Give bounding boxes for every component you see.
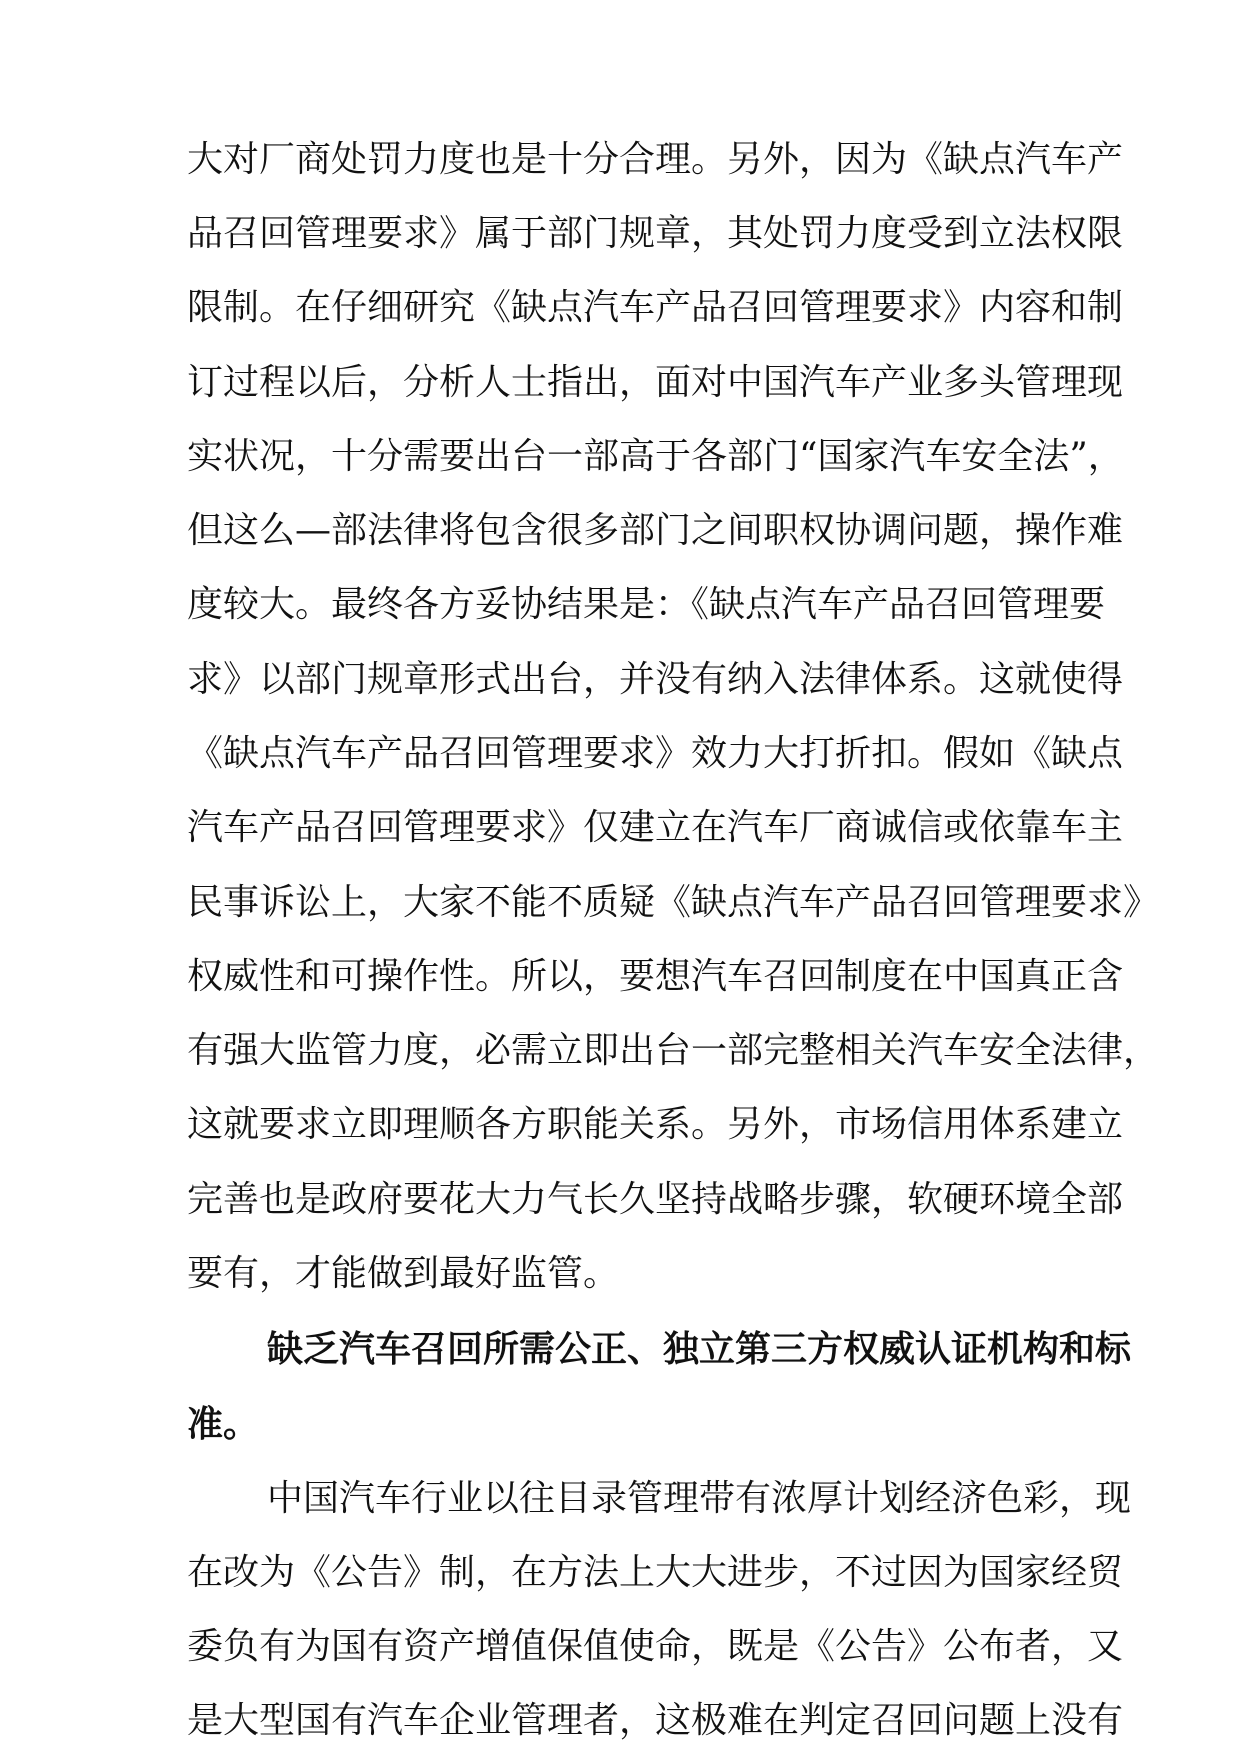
text-line: 在改为《公告》制，在方法上大大进步，不过因为国家经贸 [187, 1552, 1124, 1593]
text-line: 汽车产品召回管理要求》仅建立在汽车厂商诚信或依靠车主 [187, 807, 1124, 848]
text-line: 但这么—部法律将包含很多部门之间职权协调问题，操作难 [187, 510, 1124, 551]
text-line: 这就要求立即理顺各方职能关系。另外，市场信用体系建立 [187, 1104, 1124, 1145]
heading-line: 准。 [187, 1403, 260, 1445]
text-line: 《缺点汽车产品召回管理要求》效力大打折扣。假如《缺点 [187, 733, 1124, 774]
text-line: 大对厂商处罚力度也是十分合理。另外，因为《缺点汽车产 [187, 139, 1124, 180]
text-line: 实状况，十分需要出台一部高于各部门“国家汽车安全法”， [187, 436, 1124, 477]
text-line: 订过程以后，分析人士指出，面对中国汽车产业多头管理现 [187, 362, 1124, 403]
text-line: 委负有为国有资产增值保值使命，既是《公告》公布者，又 [187, 1626, 1124, 1667]
text-line: 品召回管理要求》属于部门规章，其处罚力度受到立法权限 [187, 213, 1124, 254]
text-line: 度较大。最终各方妥协结果是：《缺点汽车产品召回管理要 [187, 584, 1106, 625]
heading-line: 缺乏汽车召回所需公正、独立第三方权威认证机构和标 [267, 1328, 1132, 1370]
text-line: 要有，才能做到最好监管。 [187, 1253, 620, 1294]
text-line: 是大型国有汽车企业管理者，这极难在判定召回问题上没有 [187, 1700, 1124, 1741]
text-line: 求》以部门规章形式出台，并没有纳入法律体系。这就使得 [187, 659, 1124, 700]
text-line: 限制。在仔细研究《缺点汽车产品召回管理要求》内容和制 [187, 287, 1124, 328]
text-line: 中国汽车行业以往目录管理带有浓厚计划经济色彩，现 [267, 1478, 1132, 1519]
text-line: 完善也是政府要花大力气长久坚持战略步骤，软硬环境全部 [187, 1179, 1124, 1220]
text-line: 权威性和可操作性。所以，要想汽车召回制度在中国真正含 [187, 956, 1124, 997]
text-line: 民事诉讼上，大家不能不质疑《缺点汽车产品召回管理要求》 [187, 882, 1160, 923]
text-line: 有强大监管力度，必需立即出台一部完整相关汽车安全法律， [187, 1030, 1160, 1071]
